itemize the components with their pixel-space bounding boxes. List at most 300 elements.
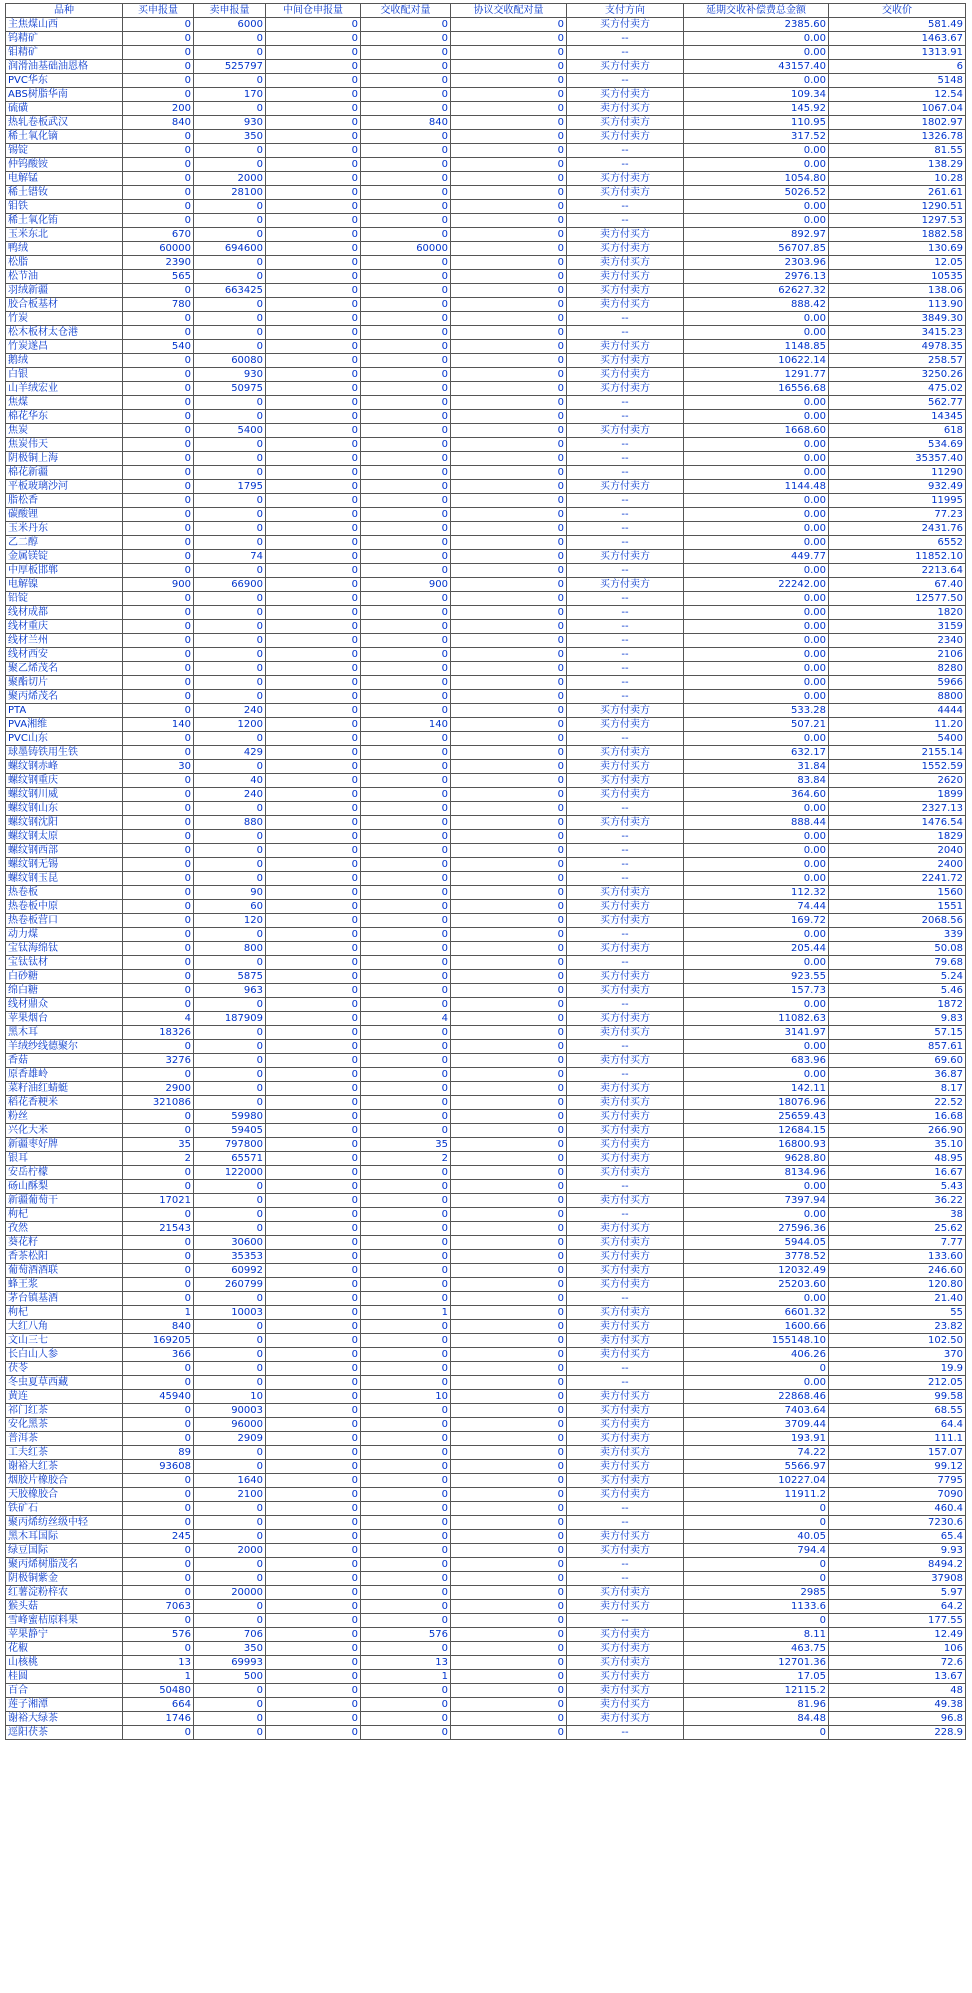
table-cell: 0 (361, 1208, 451, 1222)
table-cell: -- (567, 872, 684, 886)
table-cell: 0.00 (684, 494, 829, 508)
table-cell: 0 (194, 1558, 266, 1572)
table-cell: 0 (266, 858, 361, 872)
table-cell: 0 (361, 606, 451, 620)
table-cell: 0 (451, 18, 567, 32)
table-row (6, 1208, 966, 1222)
table-cell: 797800 (194, 1138, 266, 1152)
table-cell: 0.00 (684, 1376, 829, 1390)
table-cell: 0 (361, 550, 451, 564)
header-row (6, 4, 966, 18)
table-cell: 1133.6 (684, 1600, 829, 1614)
table-cell: 0 (361, 200, 451, 214)
table-cell: 胶合板基材 (6, 298, 123, 312)
table-cell: 0 (266, 1082, 361, 1096)
table-cell: 0 (194, 1096, 266, 1110)
table-cell: 0 (361, 1334, 451, 1348)
table-cell: 0 (361, 1460, 451, 1474)
table-cell: 卖方付买方 (567, 1054, 684, 1068)
table-cell: 140 (361, 718, 451, 732)
table-row (6, 984, 966, 998)
table-row (6, 256, 966, 270)
table-cell: 0 (361, 1586, 451, 1600)
table-cell: 买方付卖方 (567, 746, 684, 760)
table-cell: 卖方付买方 (567, 298, 684, 312)
table-cell: 0 (266, 1446, 361, 1460)
table-cell: 0 (266, 1152, 361, 1166)
table-cell: 买方付卖方 (567, 970, 684, 984)
table-cell: 0 (451, 746, 567, 760)
table-cell: 竹炭 (6, 312, 123, 326)
table-cell: 0 (451, 1194, 567, 1208)
table-cell: 0 (361, 1684, 451, 1698)
table-cell: 0 (451, 928, 567, 942)
table-cell: 新疆枣好牌 (6, 1138, 123, 1152)
table-cell: 0 (123, 536, 194, 550)
table-cell: 钼铁 (6, 200, 123, 214)
table-cell: 40 (194, 774, 266, 788)
table-cell: 鹅绒 (6, 354, 123, 368)
table-cell: 800 (194, 942, 266, 956)
table-cell: 0 (451, 1306, 567, 1320)
table-cell: 0 (194, 928, 266, 942)
table-cell: 0 (123, 480, 194, 494)
table-cell: 266.90 (829, 1124, 966, 1138)
table-row (6, 1698, 966, 1712)
table-cell: 焦炭伟天 (6, 438, 123, 452)
table-cell: 0 (123, 382, 194, 396)
table-cell: 45940 (123, 1390, 194, 1404)
table-cell: 0 (123, 144, 194, 158)
table-cell: 买方付卖方 (567, 1110, 684, 1124)
table-cell: 买方付卖方 (567, 774, 684, 788)
table-cell: 205.44 (684, 942, 829, 956)
table-cell: 0 (194, 1194, 266, 1208)
table-cell: 1802.97 (829, 116, 966, 130)
table-cell: 200 (123, 102, 194, 116)
table-cell: 中厚板邯郸 (6, 564, 123, 578)
table-cell: 4444 (829, 704, 966, 718)
table-cell: 0 (361, 648, 451, 662)
table-cell: 0 (451, 1488, 567, 1502)
table-cell: 240 (194, 704, 266, 718)
table-cell: 0 (266, 620, 361, 634)
table-cell: 0 (123, 1516, 194, 1530)
table-cell: 5944.05 (684, 1236, 829, 1250)
table-cell: 102.50 (829, 1334, 966, 1348)
table-cell: 0 (194, 46, 266, 60)
table-cell: 0 (266, 1670, 361, 1684)
table-cell: 鸭绒 (6, 242, 123, 256)
table-cell: 0 (361, 914, 451, 928)
table-row (6, 298, 966, 312)
table-cell: 买方付卖方 (567, 1012, 684, 1026)
table-row (6, 746, 966, 760)
table-cell: 0 (451, 522, 567, 536)
table-cell: 热卷板 (6, 886, 123, 900)
table-row (6, 1180, 966, 1194)
table-cell: -- (567, 1516, 684, 1530)
table-cell: 2000 (194, 1544, 266, 1558)
table-cell: 0 (266, 1390, 361, 1404)
table-cell: 0 (361, 1446, 451, 1460)
table-cell: 0 (361, 1488, 451, 1502)
table-cell: 安化黑茶 (6, 1418, 123, 1432)
table-row (6, 690, 966, 704)
table-cell: 0 (123, 438, 194, 452)
table-cell: 买方付卖方 (567, 186, 684, 200)
table-cell: 0 (361, 1348, 451, 1362)
table-row (6, 550, 966, 564)
table-cell: 20000 (194, 1586, 266, 1600)
table-cell: 0 (266, 1320, 361, 1334)
table-cell: 0 (361, 1404, 451, 1418)
table-cell: 0 (194, 1068, 266, 1082)
table-row (6, 1138, 966, 1152)
table-cell: 0 (451, 60, 567, 74)
table-cell: 4 (361, 1012, 451, 1026)
table-cell: 187909 (194, 1012, 266, 1026)
table-cell: 5400 (829, 732, 966, 746)
table-row (6, 1166, 966, 1180)
table-cell: 谢裕大绿茶 (6, 1712, 123, 1726)
table-cell: 0 (123, 1586, 194, 1600)
table-cell: 694600 (194, 242, 266, 256)
table-row (6, 32, 966, 46)
table-cell: 10003 (194, 1306, 266, 1320)
table-cell: 0.00 (684, 606, 829, 620)
table-cell: 1313.91 (829, 46, 966, 60)
table-cell: 0 (361, 158, 451, 172)
table-cell: 买方付卖方 (567, 1236, 684, 1250)
table-row (6, 284, 966, 298)
table-cell: 0 (451, 620, 567, 634)
table-cell: 0 (266, 1334, 361, 1348)
table-cell: 0 (266, 1502, 361, 1516)
table-cell: 0 (123, 284, 194, 298)
table-cell: 0 (194, 1054, 266, 1068)
table-row (6, 1390, 966, 1404)
table-cell: 11911.2 (684, 1488, 829, 1502)
table-cell: -- (567, 1180, 684, 1194)
table-cell: 粉丝 (6, 1110, 123, 1124)
table-cell: 0 (361, 1600, 451, 1614)
table-cell: 0 (361, 956, 451, 970)
table-cell: 0 (451, 760, 567, 774)
table-cell: 0 (451, 1348, 567, 1362)
table-cell: 5566.97 (684, 1460, 829, 1474)
table-cell: 0 (361, 1026, 451, 1040)
table-cell: 0.00 (684, 466, 829, 480)
table-cell: 棉花华东 (6, 410, 123, 424)
table-cell: 1 (361, 1670, 451, 1684)
table-cell: 246.60 (829, 1264, 966, 1278)
table-cell: 0 (266, 438, 361, 452)
table-cell: 0 (361, 690, 451, 704)
table-cell: 3141.97 (684, 1026, 829, 1040)
table-cell: 0 (266, 872, 361, 886)
table-cell: 12.05 (829, 256, 966, 270)
table-cell: 663425 (194, 284, 266, 298)
table-cell: 羊绒纱线德聚尔 (6, 1040, 123, 1054)
table-cell: 0 (123, 312, 194, 326)
table-cell: 170 (194, 88, 266, 102)
table-cell: 0 (361, 1278, 451, 1292)
table-cell: 卖方付买方 (567, 340, 684, 354)
table-row (6, 200, 966, 214)
table-row (6, 774, 966, 788)
table-cell: 0 (451, 1502, 567, 1516)
table-cell: 买方付卖方 (567, 886, 684, 900)
table-cell: 0 (361, 396, 451, 410)
table-cell: 565 (123, 270, 194, 284)
table-cell: 0 (194, 760, 266, 774)
table-row (6, 1012, 966, 1026)
table-cell: 122000 (194, 1166, 266, 1180)
table-cell: 葵花籽 (6, 1236, 123, 1250)
table-cell: 0 (194, 1726, 266, 1740)
table-row (6, 1502, 966, 1516)
table-cell: 12.49 (829, 1628, 966, 1642)
table-cell: 7397.94 (684, 1194, 829, 1208)
table-row (6, 802, 966, 816)
table-cell: 109.34 (684, 88, 829, 102)
table-cell: 0 (451, 284, 567, 298)
table-cell: 0 (451, 886, 567, 900)
table-cell: 43157.40 (684, 60, 829, 74)
table-row (6, 228, 966, 242)
table-cell: -- (567, 592, 684, 606)
table-cell: 8800 (829, 690, 966, 704)
table-cell: 0 (451, 858, 567, 872)
table-cell: 0 (451, 1222, 567, 1236)
table-cell: 0 (123, 60, 194, 74)
table-cell: 线材西安 (6, 648, 123, 662)
table-cell: 0 (451, 46, 567, 60)
table-cell: 5.24 (829, 970, 966, 984)
table-row (6, 1586, 966, 1600)
table-row (6, 1124, 966, 1138)
table-cell: 0 (361, 536, 451, 550)
table-cell: 0 (194, 830, 266, 844)
table-cell: 买方付卖方 (567, 18, 684, 32)
table-cell: ABS树脂华南 (6, 88, 123, 102)
table-cell: 0 (451, 1684, 567, 1698)
table-cell: 0 (266, 214, 361, 228)
table-cell: 0 (361, 1362, 451, 1376)
table-cell: 0 (451, 1516, 567, 1530)
table-cell: 0 (266, 1642, 361, 1656)
table-cell: 0 (451, 1460, 567, 1474)
table-cell: 9.93 (829, 1544, 966, 1558)
table-cell: 576 (361, 1628, 451, 1642)
table-cell: 3276 (123, 1054, 194, 1068)
table-cell: 0 (123, 452, 194, 466)
table-cell: 0.00 (684, 998, 829, 1012)
table-cell: 0 (361, 284, 451, 298)
table-cell: 5875 (194, 970, 266, 984)
table-cell: 0.00 (684, 732, 829, 746)
table-cell: 683.96 (684, 1054, 829, 1068)
table-cell: -- (567, 1376, 684, 1390)
table-cell: -- (567, 1614, 684, 1628)
table-cell: 0 (684, 1572, 829, 1586)
table-cell: 0 (266, 942, 361, 956)
table-cell: -- (567, 466, 684, 480)
table-cell: 0 (123, 1040, 194, 1054)
table-cell: 245 (123, 1530, 194, 1544)
table-cell: 0 (451, 1474, 567, 1488)
table-row (6, 634, 966, 648)
table-cell: 0 (451, 1572, 567, 1586)
table-cell: -- (567, 158, 684, 172)
table-cell: 11.20 (829, 718, 966, 732)
table-cell: 0 (684, 1726, 829, 1740)
table-cell: 1326.78 (829, 130, 966, 144)
table-cell: 240 (194, 788, 266, 802)
table-cell: 0 (123, 844, 194, 858)
table-cell: 0 (123, 1264, 194, 1278)
table-cell: 0 (194, 508, 266, 522)
table-cell: 0 (451, 1152, 567, 1166)
table-cell: 0 (123, 550, 194, 564)
table-cell: 0 (123, 802, 194, 816)
table-cell: 0 (361, 928, 451, 942)
table-cell: 2 (361, 1152, 451, 1166)
table-cell: -- (567, 606, 684, 620)
table-cell: 22868.46 (684, 1390, 829, 1404)
table-cell: 6601.32 (684, 1306, 829, 1320)
table-cell: 0 (451, 564, 567, 578)
table-cell: 142.11 (684, 1082, 829, 1096)
table-cell: 366 (123, 1348, 194, 1362)
table-cell: 0 (451, 718, 567, 732)
table-row (6, 1376, 966, 1390)
table-cell: 0 (194, 690, 266, 704)
table-cell: 0 (451, 1726, 567, 1740)
table-cell: 0 (266, 1054, 361, 1068)
table-cell: 1551 (829, 900, 966, 914)
table-cell: 2385.60 (684, 18, 829, 32)
table-cell: 0 (361, 844, 451, 858)
table-row (6, 522, 966, 536)
table-cell: 红薯淀粉梓农 (6, 1586, 123, 1600)
table-cell: 0 (451, 1012, 567, 1026)
table-cell: 0 (361, 1292, 451, 1306)
table-cell: 0 (194, 1530, 266, 1544)
table-cell: 0 (123, 662, 194, 676)
table-cell: 苹果烟台 (6, 1012, 123, 1026)
table-cell: 0 (451, 508, 567, 522)
table-cell: 0 (266, 704, 361, 718)
table-cell: 16800.93 (684, 1138, 829, 1152)
table-cell: 0 (451, 1320, 567, 1334)
table-cell: 0 (123, 1558, 194, 1572)
table-row (6, 1348, 966, 1362)
table-cell: 0 (266, 396, 361, 410)
table-cell: 0 (451, 704, 567, 718)
table-cell: 22.52 (829, 1096, 966, 1110)
table-cell: 绵白糖 (6, 984, 123, 998)
table-cell: 0 (451, 1124, 567, 1138)
table-cell: 0 (684, 1362, 829, 1376)
table-cell: 热卷板中原 (6, 900, 123, 914)
table-cell: 0 (361, 1054, 451, 1068)
table-cell: 香茶松阳 (6, 1250, 123, 1264)
table-cell: 卖方付买方 (567, 1684, 684, 1698)
table-cell: 0 (361, 1558, 451, 1572)
table-cell: 0 (361, 564, 451, 578)
table-cell: 0 (361, 732, 451, 746)
table-cell: 螺纹钢川威 (6, 788, 123, 802)
table-cell: 螺纹钢太原 (6, 830, 123, 844)
table-cell: 0 (266, 1222, 361, 1236)
table-cell: 0 (266, 60, 361, 74)
table-cell: -- (567, 802, 684, 816)
table-cell: 2213.64 (829, 564, 966, 578)
table-cell: 0.00 (684, 928, 829, 942)
table-cell: 0 (451, 312, 567, 326)
table-cell: 618 (829, 424, 966, 438)
table-cell: 18076.96 (684, 1096, 829, 1110)
table-cell: 买方付卖方 (567, 382, 684, 396)
table-cell: 电解镍 (6, 578, 123, 592)
table-cell: 0 (194, 1222, 266, 1236)
table-cell: 36.22 (829, 1194, 966, 1208)
table-cell: 0 (123, 1166, 194, 1180)
table-row (6, 676, 966, 690)
table-cell: 2327.13 (829, 802, 966, 816)
table-cell: 0 (451, 1250, 567, 1264)
table-cell: 猴头菇 (6, 1600, 123, 1614)
table-cell: 0 (266, 298, 361, 312)
table-cell: -- (567, 312, 684, 326)
table-cell: 60992 (194, 1264, 266, 1278)
table-cell: 1640 (194, 1474, 266, 1488)
table-cell: 0 (123, 172, 194, 186)
table-cell: 0 (266, 900, 361, 914)
table-cell: 乙二醇 (6, 536, 123, 550)
table-cell: 106 (829, 1642, 966, 1656)
table-row (6, 718, 966, 732)
table-row (6, 18, 966, 32)
table-cell: 0 (194, 214, 266, 228)
table-row (6, 326, 966, 340)
table-cell: 0 (361, 480, 451, 494)
table-cell: 0.00 (684, 214, 829, 228)
table-cell: 买方付卖方 (567, 172, 684, 186)
table-cell: 507.21 (684, 718, 829, 732)
table-row (6, 466, 966, 480)
table-cell: 买方付卖方 (567, 1124, 684, 1138)
table-cell: 松木板材太仓港 (6, 326, 123, 340)
table-cell: 60080 (194, 354, 266, 368)
table-cell: 0 (123, 32, 194, 46)
table-cell: -- (567, 1502, 684, 1516)
table-cell: 0 (451, 424, 567, 438)
table-cell: 0 (194, 676, 266, 690)
table-cell: 0 (451, 242, 567, 256)
table-cell: 0 (266, 928, 361, 942)
table-cell: 0 (451, 900, 567, 914)
table-cell: 0.00 (684, 592, 829, 606)
table-row (6, 1292, 966, 1306)
table-cell: 0 (266, 1712, 361, 1726)
table-cell: 0 (123, 1404, 194, 1418)
table-cell: 0 (266, 1404, 361, 1418)
table-cell: 7795 (829, 1474, 966, 1488)
table-cell: -- (567, 438, 684, 452)
